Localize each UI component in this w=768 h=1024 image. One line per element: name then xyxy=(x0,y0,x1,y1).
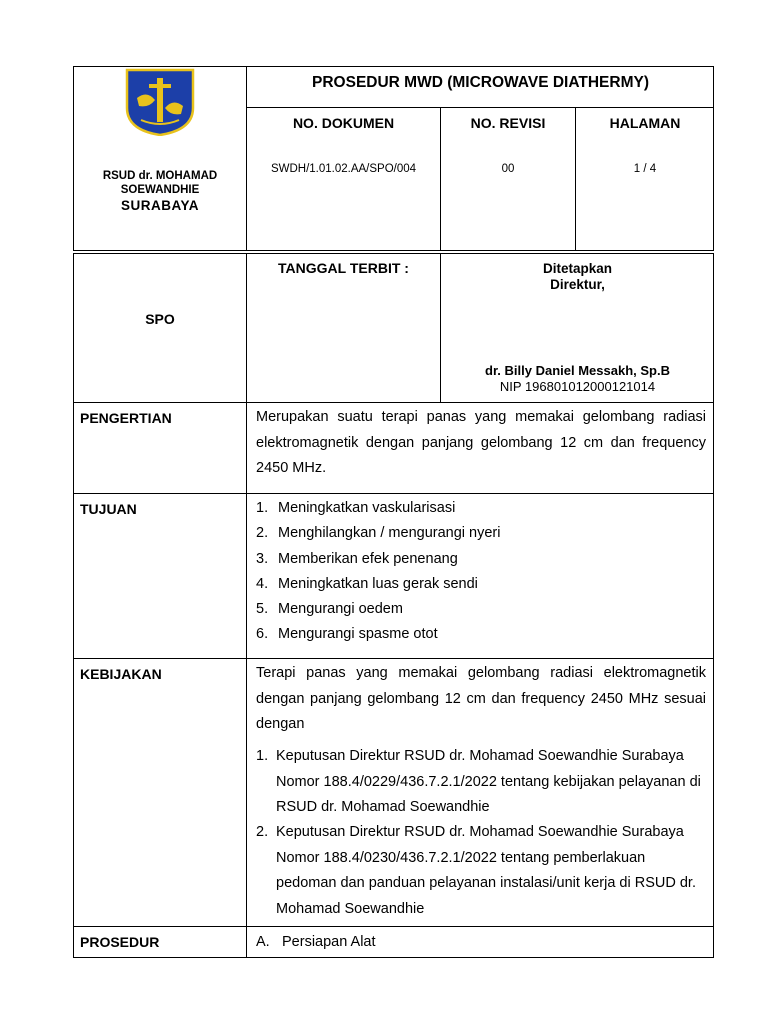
list-item-text: Menghilangkan / mengurangi nyeri xyxy=(278,525,501,542)
list-item-text: Memberikan efek penenang xyxy=(278,550,458,567)
list-item-number: 1. xyxy=(256,748,269,764)
list-item-text: Mengurangi oedem xyxy=(278,601,403,618)
kebijakan-label: KEBIJAKAN xyxy=(80,666,162,682)
prosedur-label: PROSEDUR xyxy=(80,934,160,950)
page-title: PROSEDUR MWD (MICROWAVE DIATHERMY) xyxy=(312,74,649,91)
org-name-line2: SOEWANDHIE xyxy=(120,184,200,196)
list-item-number: 6. xyxy=(256,626,269,643)
row-divider-kebijakan xyxy=(73,926,714,927)
list-item-number: 2. xyxy=(256,824,269,840)
list-item-text: Keputusan Direktur RSUD dr. Mohamad Soewandhie Surabaya Nomor 188.4/0229/436.7.2.1/2022 tentang kebijakan pelayanan di RSUD dr. Mohamad Soewandhie xyxy=(276,748,701,815)
signer-name: dr. Billy Daniel Messakh, Sp.B xyxy=(485,363,670,378)
row-divider-tujuan xyxy=(73,658,714,659)
col-header-halaman: HALAMAN xyxy=(609,115,681,131)
list-item-text: Mengurangi spasme otot xyxy=(278,626,438,643)
list-item-number: 2. xyxy=(256,525,269,542)
list-item xyxy=(256,597,500,622)
row-divider-issue xyxy=(73,402,714,403)
tanggal-terbit-label: TANGGAL TERBIT : xyxy=(278,260,409,276)
list-item-text: Meningkatkan luas gerak sendi xyxy=(278,575,478,592)
ditetapkan-label: Ditetapkan xyxy=(542,261,613,276)
header-title-divider xyxy=(246,107,714,108)
list-item-number: 5. xyxy=(256,601,269,618)
list-item xyxy=(256,521,500,546)
list-item xyxy=(256,547,500,572)
kebijakan-item-1 xyxy=(256,744,706,821)
prosedur-item-letter: A. xyxy=(256,934,270,950)
tujuan-label: TUJUAN xyxy=(80,501,137,517)
list-item-text: Meningkatkan vaskularisasi xyxy=(278,500,456,516)
list-item xyxy=(256,496,500,521)
page-number: 1 / 4 xyxy=(633,163,657,175)
list-item-number: 3. xyxy=(256,550,269,567)
surabaya-coat-of-arms-icon xyxy=(125,68,195,136)
spo-label: SPO xyxy=(145,311,175,327)
list-item-number: 4. xyxy=(256,575,269,592)
org-name-line3: SURABAYA xyxy=(120,198,200,213)
col-header-dokumen: NO. DOKUMEN xyxy=(292,115,395,131)
prosedur-item-text: Persiapan Alat xyxy=(282,934,376,950)
list-item xyxy=(256,572,500,597)
list-item-text: Keputusan Direktur RSUD dr. Mohamad Soewandhie Surabaya Nomor 188.4/0230/436.7.2.1/2022 tentang pemberlakuan pedoman dan panduan pelayanan instalasi/unit kerja di RSUD dr. Mohamad Soewandhie xyxy=(276,824,696,917)
col-header-revisi: NO. REVISI xyxy=(470,115,546,131)
pengertian-label: PENGERTIAN xyxy=(80,410,172,426)
body-divider xyxy=(246,253,247,958)
direktur-label: Direktur, xyxy=(550,277,605,292)
org-name-line1: RSUD dr. MOHAMAD xyxy=(102,170,218,182)
list-item xyxy=(256,622,500,647)
signer-nip: NIP 196801012000121014 xyxy=(499,379,656,394)
tujuan-list xyxy=(256,496,500,648)
row-divider-pengertian xyxy=(73,493,714,494)
list-item-number: 1. xyxy=(256,500,269,516)
pengertian-text: Merupakan suatu terapi panas yang memakai gelombang radiasi elektromagnetik dengan panjang gelombang 12 cm dan frequency 2450 MHz. xyxy=(256,409,706,476)
kebijakan-item-2 xyxy=(256,820,706,922)
header-divider xyxy=(246,66,247,251)
kebijakan-intro: Terapi panas yang memakai gelombang radiasi elektromagnetik dengan panjang gelombang 12 cm dan frequency 2450 MHz sesuai dengan xyxy=(256,665,706,732)
revision-number: 00 xyxy=(501,163,515,175)
document-number: SWDH/1.01.02.AA/SPO/004 xyxy=(270,163,417,175)
